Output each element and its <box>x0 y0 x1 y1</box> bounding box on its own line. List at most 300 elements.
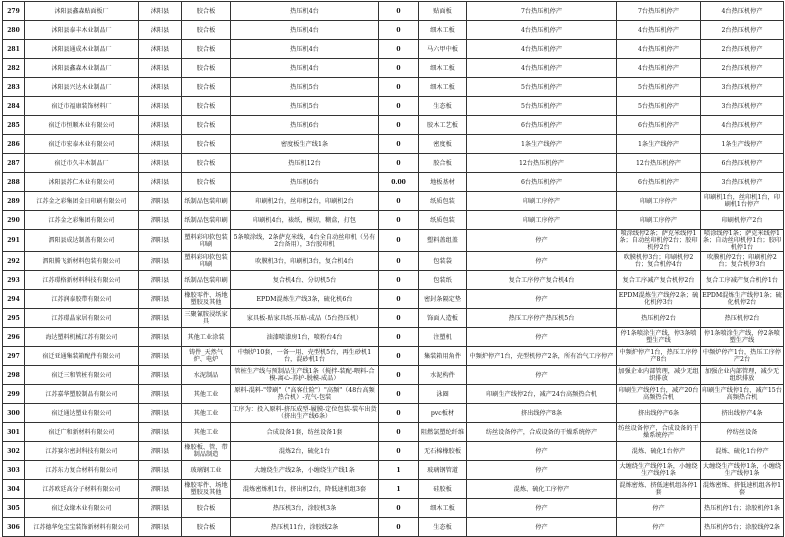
table-cell: 0 <box>379 78 419 97</box>
table-row <box>3 347 784 366</box>
table-row <box>3 309 784 328</box>
table-cell: 4台热压机停产 <box>701 116 784 135</box>
table-cell: 热压机4台 <box>231 21 379 40</box>
table-cell: 0 <box>379 499 419 518</box>
table-cell: 海达塑料机械江苏有限公司 <box>25 328 139 347</box>
table-cell: 停产 <box>467 252 617 271</box>
table-row <box>3 366 784 385</box>
table-cell: 停产 <box>467 442 617 461</box>
table-cell: 胶合板 <box>182 97 231 116</box>
table-cell: 密度板 <box>419 135 467 154</box>
table-cell: 江苏璟格新材料科技有限公司 <box>25 271 139 290</box>
table-cell: 密封条隔定垫 <box>419 290 467 309</box>
table-cell: 沭阳县 <box>139 59 182 78</box>
table-cell: 297 <box>3 347 25 366</box>
table-cell: 280 <box>3 21 25 40</box>
table-cell: 泗阳县 <box>139 442 182 461</box>
table-cell: 0 <box>379 404 419 423</box>
table-cell: 油漆喷漆房1台，喷粉台4台 <box>231 328 379 347</box>
table-cell: 江苏金之彩集团有限公司 <box>25 211 139 230</box>
table-cell: 0 <box>379 59 419 78</box>
table-cell: 3台热压机停产 <box>701 173 784 192</box>
table-cell: 江苏金之彩集团金日印刷有限公司 <box>25 192 139 211</box>
table-cell: 2台热压机停产 <box>701 21 784 40</box>
table-cell: 12台热压机停产 <box>617 154 701 173</box>
table-cell: 热压机3台，涂胶机3条 <box>231 499 379 518</box>
table-cell: 0 <box>379 366 419 385</box>
table-cell: 298 <box>3 366 25 385</box>
table-cell: 0 <box>379 328 419 347</box>
table-cell: 胶合板 <box>182 154 231 173</box>
table-cell: 停产 <box>467 290 617 309</box>
table-cell: 纸质包装 <box>419 211 467 230</box>
table-cell: 其他工业 <box>182 385 231 404</box>
table-cell: 大缠绕生产线停1条，小缠绕生产线停1条 <box>617 461 701 480</box>
table-cell: 0 <box>379 192 419 211</box>
table-cell: 加强企业内部管理，减少无组织排放 <box>617 366 701 385</box>
table-row <box>3 230 784 252</box>
table-cell: 挤出线停产6条 <box>617 404 701 423</box>
table-cell: 299 <box>3 385 25 404</box>
table-cell: 停产 <box>617 518 701 537</box>
table-cell: 印刷机1台，丝印机1台，印刷机1台停产 <box>701 192 784 211</box>
table-cell: 吹膜机停2台；印刷机停2台；复合机停3台 <box>701 252 784 271</box>
table-cell: 291 <box>3 230 25 252</box>
table-row <box>3 173 784 192</box>
table-cell: 胶合板 <box>182 135 231 154</box>
table-cell: 沭阳县 <box>139 40 182 59</box>
table-cell: 细木工板 <box>419 499 467 518</box>
table-cell: 3台热压机停产 <box>701 97 784 116</box>
table-cell: 挤出线停产8条 <box>467 404 617 423</box>
table-cell: 294 <box>3 290 25 309</box>
table-cell: 包装袋 <box>419 252 467 271</box>
table-cell: 沭阳县 <box>139 116 182 135</box>
table-cell: 4台热压机停产 <box>617 21 701 40</box>
table-cell: 胶合板 <box>419 154 467 173</box>
table-cell: 296 <box>3 328 25 347</box>
table-cell: 印刷机4台，裱纸，模切，糊盒，打包 <box>231 211 379 230</box>
table-cell: 宿迁市福康装饰材料厂 <box>25 97 139 116</box>
table-cell: 细木工板 <box>419 59 467 78</box>
table-row <box>3 211 784 230</box>
table-cell: 塑料彩印软包装印刷 <box>182 252 231 271</box>
table-row <box>3 21 784 40</box>
table-cell: 293 <box>3 271 25 290</box>
table-cell: 12台热压机停产 <box>467 154 617 173</box>
table-cell: 无石棉橡胶板 <box>419 442 467 461</box>
table-cell: 包装纸 <box>419 271 467 290</box>
table-cell: 印刷机停产2台 <box>701 211 784 230</box>
table-cell: 1条生产线停产 <box>467 135 617 154</box>
table-cell: 停产 <box>467 461 617 480</box>
table-cell: 地板基材 <box>419 173 467 192</box>
table-cell: 喷涂线停1条；萨克米线停1条；自动丝印机停1台；胶印机停1台 <box>701 230 784 252</box>
table-cell: 0 <box>379 290 419 309</box>
table-row <box>3 78 784 97</box>
table-cell: 286 <box>3 135 25 154</box>
data-table <box>2 1 784 537</box>
table-cell: 283 <box>3 78 25 97</box>
table-cell: 工序为：投入原料-挤压成型-履膜-定位包装-装车出货（挤出生产线6条） <box>231 404 379 423</box>
table-cell: 复合工序减产复合机停2台 <box>617 271 701 290</box>
table-cell: 5条喷涂线，2条萨克米线，4台全自动丝印机（另有2台备用），3台胶印机 <box>231 230 379 252</box>
table-cell: 2台热压机停产 <box>701 59 784 78</box>
table-cell: 混炼密炼机1台，挤出机2台，降低速机组3套 <box>231 480 379 499</box>
table-cell: 印刷工序停产 <box>467 192 617 211</box>
table-cell: 生态板 <box>419 97 467 116</box>
table-cell: 宿迁广和新材料有限公司 <box>25 423 139 442</box>
table-cell: 细木工板 <box>419 78 467 97</box>
table-cell: 停产 <box>617 499 701 518</box>
table-cell: 注塑机 <box>419 328 467 347</box>
table-cell: EPDM混炼生产线3条，硫化机6台 <box>231 290 379 309</box>
table-cell: 沭阳县 <box>139 97 182 116</box>
table-cell: 305 <box>3 499 25 518</box>
table-row <box>3 40 784 59</box>
table-row <box>3 154 784 173</box>
table-cell: 胶合板 <box>182 499 231 518</box>
table-cell: 饰面人造板 <box>419 309 467 328</box>
table-cell: 沭阳县鑫森贴面板厂 <box>25 2 139 21</box>
table-cell: 1条生产线停产 <box>617 135 701 154</box>
table-row <box>3 480 784 499</box>
table-cell: 热压机停2台 <box>701 309 784 328</box>
table-cell: 0 <box>379 230 419 252</box>
table-cell: 287 <box>3 154 25 173</box>
table-row <box>3 461 784 480</box>
table-cell: 295 <box>3 309 25 328</box>
table-cell: 水泥制品 <box>182 366 231 385</box>
table-cell: 0 <box>379 252 419 271</box>
table-cell: 热压机4台 <box>231 59 379 78</box>
table-cell: 泗阳县 <box>139 192 182 211</box>
table-cell: 302 <box>3 442 25 461</box>
table-cell: 宿迁亚通集装箱配件有限公司 <box>25 347 139 366</box>
table-cell: 泗阳县 <box>139 518 182 537</box>
table-cell: 胶木工艺板 <box>419 116 467 135</box>
table-cell: 0 <box>379 211 419 230</box>
table-cell: 泗阳县 <box>139 480 182 499</box>
table-cell: 5台热压机停产 <box>617 78 701 97</box>
table-cell: 泗阳县 <box>139 290 182 309</box>
table-cell: 6台热压机停产 <box>467 116 617 135</box>
table-cell: 中频炉10套，一备一用、壳型机5台，再生砂机1台，混砂机1台 <box>231 347 379 366</box>
table-cell: 吹膜机停3台；印刷机停2台；复合机停4台 <box>617 252 701 271</box>
table-cell: 304 <box>3 480 25 499</box>
table-cell: 泳圈 <box>419 385 467 404</box>
table-cell: 集装箱用角件 <box>419 347 467 366</box>
table-cell: 沭阳县 <box>139 78 182 97</box>
table-cell: 泗阳县 <box>139 499 182 518</box>
table-cell: 纺丝设备停产，合成设备的干燥系统停产 <box>617 423 701 442</box>
table-cell: 停产 <box>467 366 617 385</box>
table-cell: 泗阳县 <box>139 366 182 385</box>
table-cell: 泗阳县 <box>139 461 182 480</box>
table-cell: 热压机停1台；涂胶机停1条 <box>701 499 784 518</box>
table-cell: 吹膜机3台，印刷机3台，复合机4台 <box>231 252 379 271</box>
table-cell: 合成设备1套，纺丝设备1套 <box>231 423 379 442</box>
table-cell: 塑料彩印软包装印刷 <box>182 230 231 252</box>
table-row <box>3 499 784 518</box>
table-cell: 生态板 <box>419 518 467 537</box>
table-cell: 停产 <box>467 499 617 518</box>
table-cell: 0 <box>379 271 419 290</box>
table-cell: 印刷工序停产 <box>467 211 617 230</box>
table-cell: 292 <box>3 252 25 271</box>
table-cell: 加强企业内部管理，减少无组织排放 <box>701 366 784 385</box>
table-cell: 284 <box>3 97 25 116</box>
table-cell: 279 <box>3 2 25 21</box>
table-cell: 沭阳县兴达木业制品厂 <box>25 78 139 97</box>
table-cell: 热压机停2台 <box>617 309 701 328</box>
table-cell: 4台热压机停产 <box>617 59 701 78</box>
table-cell: 0.00 <box>379 173 419 192</box>
table-cell: EPDM混炼生产线停2条；硫化机停3台 <box>617 290 701 309</box>
table-cell: 家具板-贴家具纸-压贴-成品（5台热压机） <box>231 309 379 328</box>
table-cell: 印刷生产线停2台，减产24台高频热合机 <box>467 385 617 404</box>
table-cell: 0 <box>379 442 419 461</box>
table-cell: 0 <box>379 116 419 135</box>
table-cell: 胶合板 <box>182 59 231 78</box>
table-row <box>3 290 784 309</box>
table-cell: 热压机5台 <box>231 78 379 97</box>
table-cell: 中频炉停产1台，热压工序停产8台 <box>617 347 701 366</box>
table-cell: 停1条喷涂生产线，停3条喷塑生产线 <box>617 328 701 347</box>
table-cell: 马六甲中板 <box>419 40 467 59</box>
table-cell: 三聚氰胺浸纸家具 <box>182 309 231 328</box>
table-cell: 印刷工序停产 <box>617 211 701 230</box>
table-row <box>3 404 784 423</box>
table-cell: 沭阳县 <box>139 173 182 192</box>
table-cell: 泗阳县 <box>139 404 182 423</box>
table-cell: 0 <box>379 423 419 442</box>
table-cell: 混炼2台，硫化1台 <box>231 442 379 461</box>
table-row <box>3 252 784 271</box>
table-cell: 热压机11台，涂胶线2条 <box>231 518 379 537</box>
table-cell: 复合工序停产复合机4台 <box>467 271 617 290</box>
table-cell: 泗阳县 <box>139 385 182 404</box>
table-cell: 沭阳县 <box>139 21 182 40</box>
table-cell: 混炼、硫化1台停产 <box>617 442 701 461</box>
table-cell: 4台热压机停产 <box>617 40 701 59</box>
table-cell: 其他工业 <box>182 404 231 423</box>
table-cell: 0 <box>379 21 419 40</box>
table-cell: 玻璃钢管道 <box>419 461 467 480</box>
table-cell: 停1条喷涂生产线，停2条喷塑生产线 <box>701 328 784 347</box>
table-cell: 密度板生产线1条 <box>231 135 379 154</box>
table-cell: 热压机5台 <box>231 97 379 116</box>
table-cell: 喷涂线停2条；萨克米线停1条；自动丝印机停2台；胶印机停2台 <box>617 230 701 252</box>
table-cell: 6台热压机停产 <box>617 116 701 135</box>
table-cell: 4台热压机停产 <box>701 2 784 21</box>
table-cell: 停产 <box>467 518 617 537</box>
table-cell: 6台热压机停产 <box>617 173 701 192</box>
table-cell: 大缠绕生产线停1条，小缠绕生产线停1条 <box>701 461 784 480</box>
table-cell: 泗阳县 <box>139 328 182 347</box>
table-cell: 硅胶板 <box>419 480 467 499</box>
table-cell: 0 <box>379 2 419 21</box>
table-cell: 0 <box>379 309 419 328</box>
table-row <box>3 423 784 442</box>
table-cell: 泗阳县成达制盖有限公司 <box>25 230 139 252</box>
table-cell: 288 <box>3 173 25 192</box>
table-cell: 复合机4台、分切机5台 <box>231 271 379 290</box>
table-cell: 5台热压机停产 <box>467 78 617 97</box>
table-cell: 宿迁众缘木业有限公司 <box>25 499 139 518</box>
table-cell: 胶合板 <box>182 78 231 97</box>
table-cell: 泗阳县 <box>139 423 182 442</box>
table-cell: 沭阳县 <box>139 135 182 154</box>
table-cell: 停产 <box>467 328 617 347</box>
table-cell: 混炼密炼、挤低速机组各停1套 <box>701 480 784 499</box>
table-cell: 复合工序减产复合机停1台 <box>701 271 784 290</box>
table-cell: 宿迁市恒顺木业有限公司 <box>25 116 139 135</box>
table-cell: 橡胶零件、场地塑胶及其他 <box>182 480 231 499</box>
table-cell: 泗阳县 <box>139 271 182 290</box>
table-cell: 橡胶板、管、带制品制造 <box>182 442 231 461</box>
table-cell: 4台热压机停产 <box>467 21 617 40</box>
table-cell: 282 <box>3 59 25 78</box>
table-cell: 热压机6台 <box>231 173 379 192</box>
table-cell: 宿迁市久丰木制品厂 <box>25 154 139 173</box>
table-row <box>3 97 784 116</box>
table-cell: 其他工业 <box>182 423 231 442</box>
table-cell: 2台热压机停产 <box>701 40 784 59</box>
table-row <box>3 59 784 78</box>
table-cell: 沭阳县 <box>139 2 182 21</box>
table-cell: 热压机4台 <box>231 2 379 21</box>
table-cell: 6台热压机停产 <box>701 154 784 173</box>
table-cell: 0 <box>379 385 419 404</box>
table-row <box>3 385 784 404</box>
table-cell: 管桩生产线与预制品生产线1条（搅拌-装配-喂料-合模-离心-养护-脱模-成品） <box>231 366 379 385</box>
table-cell: 胶合板 <box>182 173 231 192</box>
table-cell: 混炼、硫化1台停产 <box>701 442 784 461</box>
table-row <box>3 442 784 461</box>
table-cell: 泗阳县 <box>139 347 182 366</box>
table-cell: 原料-混料-"带刷"（"高客仕险"）"高频"（48台高频热合机）-充气-包装 <box>231 385 379 404</box>
table-cell: 306 <box>3 518 25 537</box>
table-cell: 4台热压机停产 <box>467 59 617 78</box>
table-cell: 贴面板 <box>419 2 467 21</box>
table-cell: 停纺丝设备 <box>701 423 784 442</box>
table-row <box>3 135 784 154</box>
table-cell: 3台热压机停产 <box>701 78 784 97</box>
table-cell: 289 <box>3 192 25 211</box>
table-cell: 印刷机2台，丝印机2台，印刷机2台 <box>231 192 379 211</box>
table-cell: 热压机6台 <box>231 116 379 135</box>
table-cell: 泗阳县 <box>139 252 182 271</box>
table-cell: 沭阳县 <box>139 154 182 173</box>
table-cell: 1 <box>379 480 419 499</box>
table-cell: EPDM混炼生产线停1条；硫化机停2台 <box>701 290 784 309</box>
table-cell: 印刷工序停产 <box>617 192 701 211</box>
table-cell: 江苏嘉华塑胶制品有限公司 <box>25 385 139 404</box>
table-cell: 江苏璟晶家居有限公司 <box>25 309 139 328</box>
table-cell: 沭阳县鑫森木业制品厂 <box>25 59 139 78</box>
table-cell: 1条生产线停产 <box>701 135 784 154</box>
table-cell: 胶合板 <box>182 116 231 135</box>
table-cell: 纸质包装 <box>419 192 467 211</box>
table-cell: 热压机4台 <box>231 40 379 59</box>
table-cell: 印刷生产线停1台，减产20台高频热合机 <box>617 385 701 404</box>
table-cell: 宿迁三和管桩有限公司 <box>25 366 139 385</box>
table-cell: 泗阳县 <box>139 211 182 230</box>
table-cell: 江苏德华兔宝宝装饰新材料有限公司 <box>25 518 139 537</box>
table-cell: 胶合板 <box>182 2 231 21</box>
table-cell: 细木工板 <box>419 21 467 40</box>
table-cell: 停产 <box>467 230 617 252</box>
table-cell: 中频炉停产1台，热压工序停产2台 <box>701 347 784 366</box>
table-cell: 江苏东力复合材料有限公司 <box>25 461 139 480</box>
table-cell: 0 <box>379 135 419 154</box>
table-cell: 0 <box>379 347 419 366</box>
table-cell: 热压机停5台；涂胶线停2条 <box>701 518 784 537</box>
table-cell: 4台热压机停产 <box>467 40 617 59</box>
table-cell: 0 <box>379 40 419 59</box>
table-cell: 6台热压机停产 <box>467 173 617 192</box>
table-row <box>3 328 784 347</box>
table-cell: 江苏欧廷高分子材料有限公司 <box>25 480 139 499</box>
table-row <box>3 271 784 290</box>
table-cell: 7台热压机停产 <box>467 2 617 21</box>
table-cell: 沭阳县苏仁木业有限公司 <box>25 173 139 192</box>
table-row <box>3 116 784 135</box>
table-row <box>3 2 784 21</box>
table-cell: 中频炉停产1台，壳型机停产2条，所有冶气工序停产 <box>467 347 617 366</box>
table-cell: 纸制品包装印刷 <box>182 271 231 290</box>
table-cell: 大缠绕生产线2条，小缠绕生产线1条 <box>231 461 379 480</box>
table-cell: 胶合板 <box>182 40 231 59</box>
table-cell: 铸件_天然气炉、电炉 <box>182 347 231 366</box>
table-cell: 泗阳县 <box>139 230 182 252</box>
table-cell: 0 <box>379 154 419 173</box>
table-cell: 纸制品包装印刷 <box>182 192 231 211</box>
table-cell: 1 <box>379 461 419 480</box>
table-cell: 印刷生产线停1台，减产15台高频热合机 <box>701 385 784 404</box>
table-cell: pvc板材 <box>419 404 467 423</box>
table-cell: 江苏赛尔密封科技有限公司 <box>25 442 139 461</box>
table-cell: 303 <box>3 461 25 480</box>
table-cell: 塑料盖组盖 <box>419 230 467 252</box>
table-cell: 胶合板 <box>182 518 231 537</box>
table-cell: 宿迁通达塑业有限公司 <box>25 404 139 423</box>
table-cell: 混炼、硫化工序停产 <box>467 480 617 499</box>
table-cell: 热压机12台 <box>231 154 379 173</box>
table-cell: 橡胶零件、场地塑胶及其他 <box>182 290 231 309</box>
table-cell: 301 <box>3 423 25 442</box>
table-cell: 混炼密炼、挤低速机组各停1套 <box>617 480 701 499</box>
table-cell: 0 <box>379 518 419 537</box>
table-cell: 挤出线停产4条 <box>701 404 784 423</box>
table-cell: 江苏润泰胶带有限公司 <box>25 290 139 309</box>
table-cell: 泗阳腾飞新材料包装有限公司 <box>25 252 139 271</box>
table-cell: 沭阳县泰丰木业制品厂 <box>25 21 139 40</box>
table-cell: 其他工业涂装 <box>182 328 231 347</box>
table-cell: 水泥构件 <box>419 366 467 385</box>
table-cell: 300 <box>3 404 25 423</box>
table-row <box>3 192 784 211</box>
table-cell: 阻燃氯塑纶纤维 <box>419 423 467 442</box>
table-cell: 281 <box>3 40 25 59</box>
table-cell: 290 <box>3 211 25 230</box>
table-cell: 0 <box>379 97 419 116</box>
table-cell: 胶合板 <box>182 21 231 40</box>
table-cell: 纸制品包装印刷 <box>182 211 231 230</box>
table-cell: 沭阳县通成木业制品厂 <box>25 40 139 59</box>
table-cell: 宿迁市宏泰木业有限公司 <box>25 135 139 154</box>
